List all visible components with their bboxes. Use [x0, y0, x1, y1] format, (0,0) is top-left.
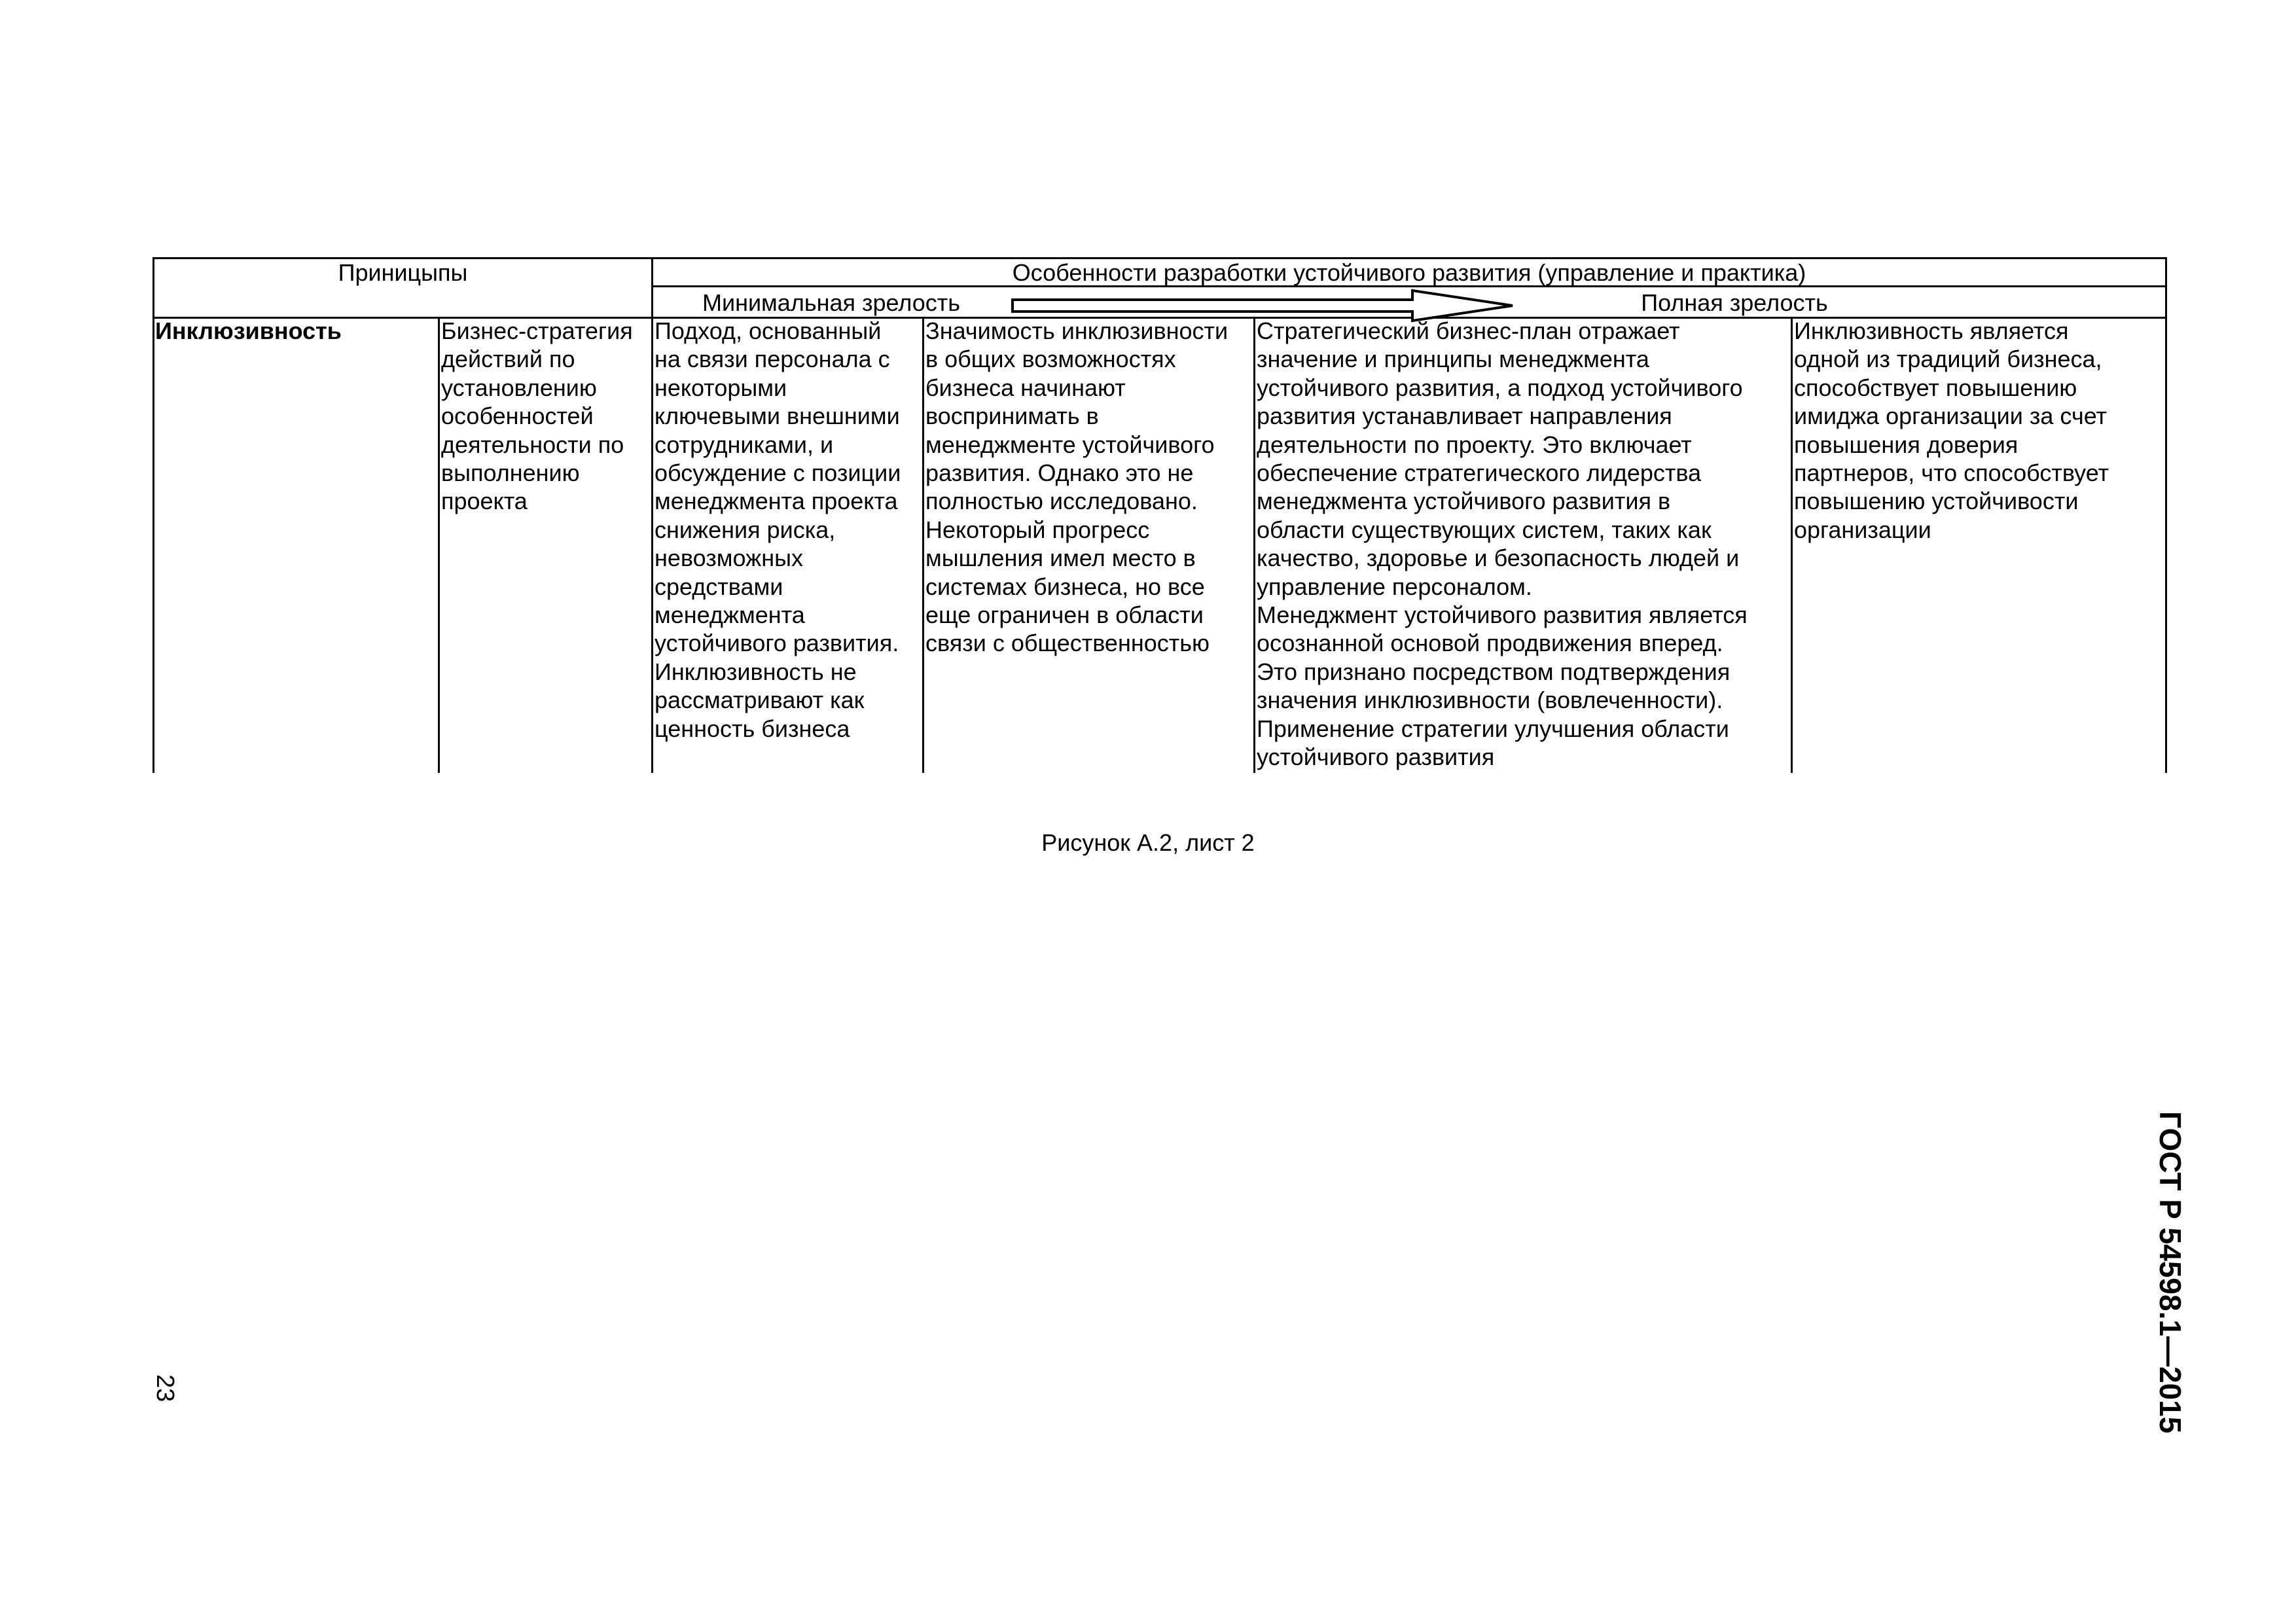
text-line: ключевыми внешними [655, 402, 900, 430]
text-line: Значимость инклюзивности [925, 317, 1229, 344]
text-line: развития устанавливает направления [1257, 402, 1672, 430]
text-line: Подход, основанный [655, 317, 882, 344]
text-line: партнеров, что способствует [1794, 459, 2109, 487]
text-line: деятельности по проекту. Это включает [1257, 431, 1692, 458]
table-right-border [2165, 257, 2167, 773]
text-line: еще ограничен в области [925, 601, 1204, 629]
column-5-text [1794, 317, 2109, 544]
standard-designation: ГОСТ Р 54598.1—2015 [2153, 1111, 2187, 1434]
text-line: на связи персонала с [655, 346, 890, 373]
text-line: устойчивого развития. [655, 630, 899, 657]
text-line: устойчивого развития, а подход устойчивого [1257, 374, 1743, 401]
column-1-text [441, 317, 633, 516]
text-line: повышения доверия [1794, 431, 2018, 458]
min-maturity-label: Минимальная зрелость [702, 289, 961, 316]
text-line: обсуждение с позиции [655, 459, 901, 487]
text-line: воспринимать в [925, 402, 1099, 430]
text-line: средствами [655, 573, 783, 600]
text-line: организации [1794, 516, 1931, 543]
text-line: ценность бизнеса [655, 715, 850, 742]
text-line: Это признано посредством подтверждения [1257, 658, 1731, 685]
text-line: установлению [441, 374, 597, 401]
column-2-text [655, 317, 901, 743]
column-3-text [925, 317, 1228, 658]
text-line: Стратегический бизнес-план отражает [1257, 317, 1680, 344]
text-line: области существующих систем, таких как [1257, 516, 1712, 543]
text-line: проекта [441, 488, 528, 515]
column-4-text [1257, 317, 1748, 772]
text-line: бизнеса начинают [925, 374, 1126, 401]
text-line: выполнению [441, 459, 580, 487]
text-line: полностью исследовано. [925, 488, 1198, 515]
figure-caption: Рисунок А.2, лист 2 [1041, 829, 1255, 856]
text-line: обеспечение стратегического лидерства [1257, 459, 1702, 487]
col-divider-1 [438, 317, 440, 773]
text-line: менеджменте устойчивого [925, 431, 1215, 458]
col-divider-2 [651, 257, 653, 773]
features-header: Особенности разработки устойчивого развития (управление и практика) [1012, 259, 1806, 286]
full-maturity-label: Полная зрелость [1641, 289, 1828, 316]
col-divider-4 [1253, 317, 1255, 773]
text-line: сотрудниками, и [655, 431, 834, 458]
page-number: 23 [151, 1374, 179, 1402]
text-line: Бизнес-стратегия [441, 317, 633, 344]
text-line: качество, здоровье и безопасность людей и [1257, 544, 1740, 572]
text-line: менеджмента [655, 601, 805, 629]
text-line: действий по [441, 346, 575, 373]
text-line: особенностей [441, 402, 594, 430]
principle-inclusiveness: Инклюзивность [155, 317, 342, 344]
text-line: устойчивого развития [1257, 743, 1495, 771]
text-line: Инклюзивность является [1794, 317, 2069, 344]
text-line: развития. Однако это не [925, 459, 1194, 487]
text-line: мышления имел место в [925, 544, 1196, 572]
text-line: рассматривают как [655, 687, 865, 714]
text-line: в общих возможностях [925, 346, 1176, 373]
text-line: невозможных [655, 544, 803, 572]
text-line: управление персоналом. [1257, 573, 1532, 600]
text-line: значения инклюзивности (вовлеченности). [1257, 687, 1723, 714]
text-line: Некоторый прогресс [925, 516, 1150, 543]
text-line: системах бизнеса, но все [925, 573, 1205, 600]
text-line: одной из традиций бизнеса, [1794, 346, 2102, 373]
text-line: способствует повышению [1794, 374, 2077, 401]
principles-header: Приницыпы [338, 259, 468, 286]
text-line: имиджа организации за счет [1794, 402, 2108, 430]
text-line: снижения риска, [655, 516, 836, 543]
text-line: значение и принципы менеджмента [1257, 346, 1649, 373]
col-divider-3 [922, 317, 924, 773]
text-line: Применение стратегии улучшения области [1257, 715, 1729, 742]
text-line: менеджмента устойчивого развития в [1257, 488, 1671, 515]
text-line: осознанной основой продвижения вперед. [1257, 630, 1723, 657]
text-line: деятельности по [441, 431, 624, 458]
col-divider-5 [1791, 317, 1793, 773]
text-line: связи с общественностью [925, 630, 1210, 657]
text-line: повышению устойчивости [1794, 488, 2079, 515]
text-line: менеджмента проекта [655, 488, 898, 515]
text-line: Инклюзивность не [655, 658, 857, 685]
text-line: некоторыми [655, 374, 787, 401]
text-line: Менеджмент устойчивого развития является [1257, 601, 1748, 629]
table-left-border [152, 257, 154, 773]
